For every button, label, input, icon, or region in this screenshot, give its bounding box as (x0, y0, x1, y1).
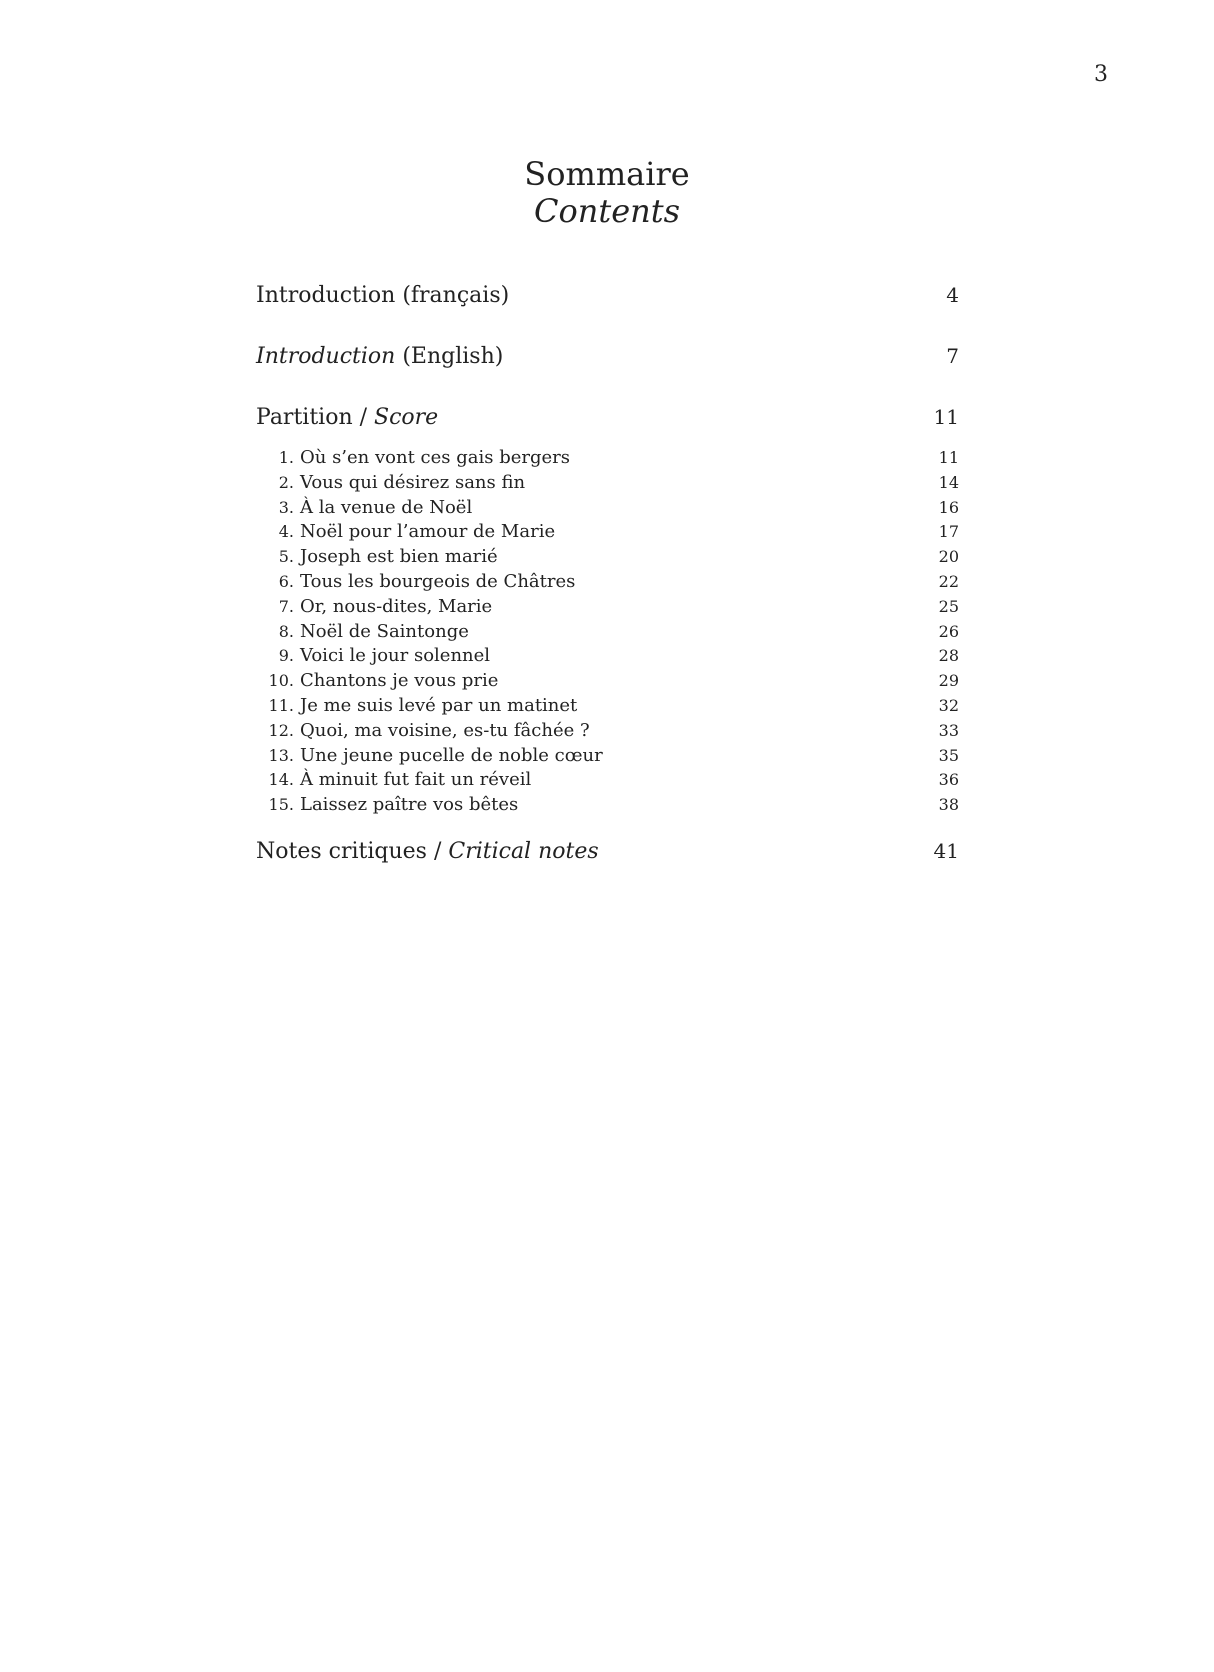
page-number: 3 (1094, 62, 1108, 87)
title-english: Contents (533, 191, 681, 230)
toc-entry-page: 4 (946, 283, 959, 307)
song-list (256, 446, 959, 818)
song-page: 28 (938, 646, 959, 666)
song-number: 10. (268, 671, 294, 691)
song-title: À la venue de Noël (300, 496, 473, 518)
song-title: Laissez paître vos bêtes (300, 794, 519, 816)
toc-entry-label-text: Introduction (français) (256, 283, 510, 308)
song-page: 38 (938, 795, 959, 815)
song-page: 14 (938, 472, 959, 492)
table-of-contents (256, 280, 959, 866)
toc-entry-page: 41 (933, 838, 959, 863)
toc-entry-page: 7 (946, 344, 959, 368)
song-title: Joseph est bien marié (300, 546, 498, 568)
song-title: Une jeune pucelle de noble cœur (300, 744, 603, 766)
list-item[interactable] (256, 595, 959, 620)
song-title: Noël pour l’amour de Marie (300, 521, 556, 543)
song-title: À minuit fut fait un réveil (300, 769, 532, 791)
song-page: 33 (938, 720, 959, 740)
song-page: 36 (938, 770, 959, 790)
song-number: 15. (268, 795, 294, 815)
toc-entry-label-text: Notes critiques / (256, 838, 449, 864)
song-number: 2. (278, 472, 294, 492)
toc-entry-page: 11 (933, 405, 959, 429)
song-title: Je me suis levé par un matinet (300, 694, 578, 716)
song-page: 20 (938, 547, 959, 567)
song-page: 35 (938, 745, 959, 765)
song-number: 8. (278, 621, 294, 641)
song-title: Chantons je vous prie (300, 670, 499, 692)
toc-entry-label (256, 403, 438, 433)
song-number: 11. (268, 695, 294, 715)
song-page: 11 (938, 448, 959, 467)
toc-entry-introduction-english[interactable] (256, 341, 959, 371)
page-title (0, 156, 1214, 230)
song-number: 9. (278, 646, 294, 666)
song-number: 14. (268, 770, 294, 790)
toc-entry-label-text: Partition / (256, 405, 375, 430)
list-item[interactable] (256, 520, 959, 545)
title-french: Sommaire (524, 155, 690, 193)
list-item[interactable] (256, 793, 959, 818)
list-item[interactable] (256, 570, 959, 595)
toc-entry-partition[interactable] (256, 402, 959, 432)
list-item[interactable] (256, 545, 959, 570)
song-page: 25 (938, 596, 959, 616)
list-item[interactable] (256, 669, 959, 694)
song-number: 13. (268, 745, 294, 765)
song-page: 32 (938, 695, 959, 715)
toc-entry-label (256, 342, 503, 372)
toc-entry-introduction-french[interactable] (256, 280, 959, 310)
list-item[interactable] (256, 446, 959, 471)
list-item[interactable] (256, 644, 959, 669)
song-page: 29 (938, 671, 959, 691)
song-title: Voici le jour solennel (300, 645, 491, 667)
list-item[interactable] (256, 744, 959, 769)
song-page: 17 (938, 522, 959, 542)
song-title: Vous qui désirez sans fin (300, 471, 526, 493)
toc-entry-label-italic: Critical notes (448, 838, 599, 864)
toc-entry-label-text: (English) (395, 344, 504, 369)
song-number: 5. (278, 547, 294, 567)
song-page: 26 (938, 621, 959, 641)
list-item[interactable] (256, 620, 959, 645)
song-title: Or, nous-dites, Marie (300, 595, 493, 617)
toc-entry-critical-notes[interactable] (256, 836, 959, 866)
song-number: 4. (278, 522, 294, 542)
list-item[interactable] (256, 768, 959, 793)
song-number: 1. (278, 448, 294, 467)
song-number: 6. (278, 571, 294, 591)
list-item[interactable] (256, 496, 959, 521)
toc-entry-label (256, 281, 509, 311)
song-number: 7. (278, 596, 294, 616)
song-page: 16 (938, 497, 959, 517)
toc-entry-label-italic: Introduction (256, 344, 396, 369)
list-item[interactable] (256, 694, 959, 719)
song-number: 3. (278, 497, 294, 517)
song-title: Tous les bourgeois de Châtres (300, 570, 576, 592)
list-item[interactable] (256, 719, 959, 744)
song-page: 22 (938, 571, 959, 591)
toc-entry-label-italic: Score (374, 405, 439, 430)
list-item[interactable] (256, 471, 959, 496)
toc-entry-label (256, 837, 599, 867)
song-title: Quoi, ma voisine, es-tu fâchée ? (300, 719, 590, 741)
song-title: Noël de Saintonge (300, 620, 469, 642)
song-number: 12. (268, 720, 294, 740)
song-title: Où s’en vont ces gais bergers (300, 447, 571, 468)
